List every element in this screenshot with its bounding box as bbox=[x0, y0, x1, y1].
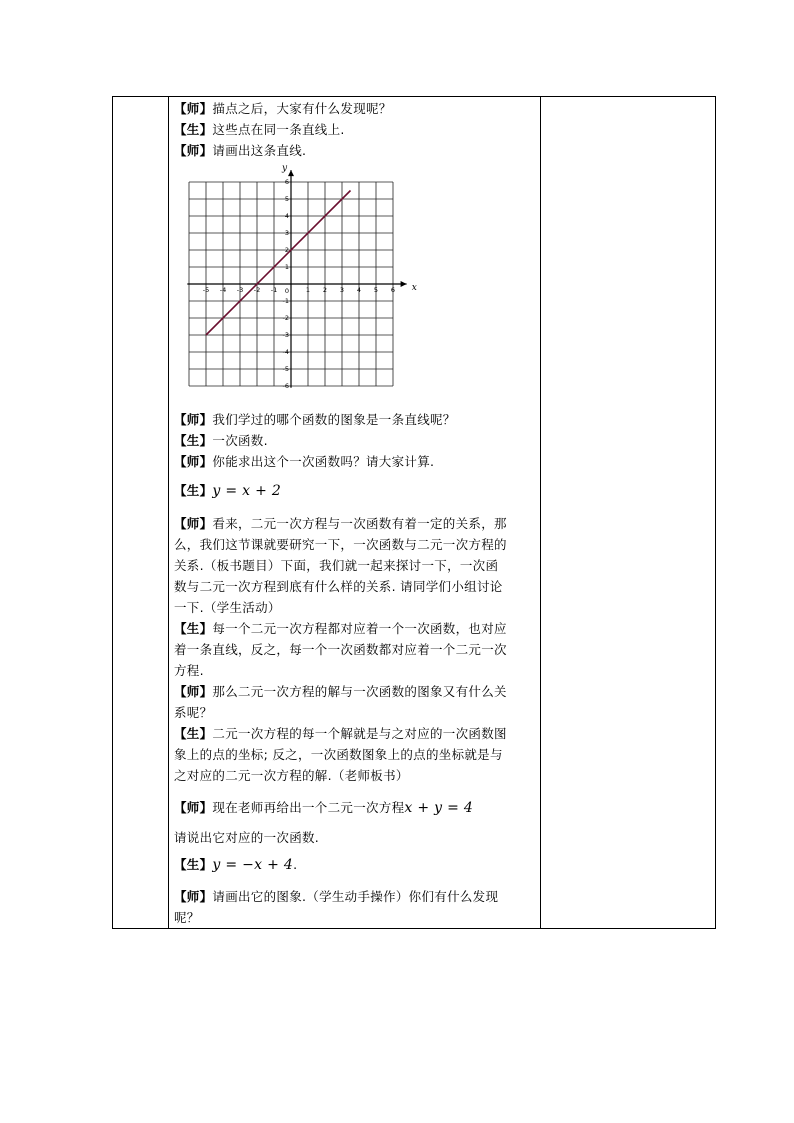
y-tick-label: 6 bbox=[284, 178, 289, 186]
dialogue-line: 关系.（板书题目）下面，我们就一起来探讨一下，一次函 bbox=[174, 558, 499, 573]
column-divider-left bbox=[168, 97, 169, 928]
dialogue-line: 一下.（学生活动） bbox=[174, 600, 281, 615]
x-tick-label: 5 bbox=[373, 285, 379, 294]
x-tick-label: -2 bbox=[253, 285, 261, 294]
dialogue-line: 【师】请画出它的图象.（学生动手操作）你们有什么发现 bbox=[174, 889, 499, 904]
x-tick-label: 4 bbox=[356, 285, 362, 294]
dialogue-line: 象上的点的坐标; 反之，一次函数图象上的点的坐标就是与 bbox=[174, 747, 503, 762]
dialogue-line: 方程. bbox=[174, 663, 204, 678]
dialogue-line: 之对应的二元一次方程的解.（老师板书） bbox=[174, 768, 409, 783]
x-tick-label: 3 bbox=[339, 285, 345, 294]
lesson-content-cell bbox=[170, 97, 542, 928]
x-tick-label: 6 bbox=[390, 285, 396, 294]
x-tick-label: -3 bbox=[236, 285, 244, 294]
dialogue-line: 请说出它对应的一次函数. bbox=[174, 830, 320, 845]
dialogue-line: 【师】现在老师再给出一个二元一次方程x + y = 4 bbox=[174, 800, 474, 816]
x-tick-label: -5 bbox=[202, 285, 210, 294]
y-axis-arrow bbox=[288, 170, 294, 176]
coordinate-graph bbox=[185, 163, 417, 397]
x-tick-label: 2 bbox=[322, 285, 328, 294]
y-tick-label: -6 bbox=[282, 382, 289, 390]
dialogue-line: 【生】每一个二元一次方程都对应着一个一次函数，也对应 bbox=[174, 621, 507, 636]
dialogue-line: 【生】y = −x + 4. bbox=[174, 857, 298, 873]
x-tick-label: -1 bbox=[270, 285, 278, 294]
y-tick-label: -1 bbox=[282, 297, 289, 305]
y-tick-label: 5 bbox=[284, 195, 289, 203]
dialogue-line: 么，我们这节课就要研究一下，一次函数与二元一次方程的 bbox=[174, 537, 507, 552]
graph-axes bbox=[187, 170, 406, 388]
y-axis-label: y bbox=[282, 163, 288, 174]
dialogue-line: 【师】描点之后，大家有什么发现呢？ bbox=[174, 101, 392, 116]
dialogue-line: 数与二元一次方程到底有什么样的关系. 请同学们小组讨论 bbox=[174, 579, 503, 594]
y-tick-label: 1 bbox=[284, 263, 289, 271]
graph-plot bbox=[206, 191, 351, 336]
graph-tick-labels bbox=[203, 163, 417, 390]
x-tick-label: 1 bbox=[305, 285, 311, 294]
y-tick-label: -4 bbox=[282, 348, 289, 356]
x-axis-label: x bbox=[411, 283, 417, 293]
x-axis-arrow bbox=[401, 281, 407, 287]
dialogue-line: 【师】你能求出这个一次函数吗？请大家计算. bbox=[174, 454, 435, 469]
formula: y = x + 2 bbox=[212, 483, 282, 499]
y-tick-label: -3 bbox=[282, 331, 289, 339]
dialogue-line: 【生】y = x + 2 bbox=[174, 483, 282, 499]
dialogue-line: 系呢？ bbox=[174, 705, 213, 720]
dialogue-line: 【师】看来，二元一次方程与一次函数有着一定的关系，那 bbox=[174, 516, 507, 531]
x-tick-label: -4 bbox=[219, 285, 227, 294]
lesson-table bbox=[112, 96, 716, 929]
dialogue-line: 【生】这些点在同一条直线上. bbox=[174, 122, 345, 137]
y-tick-label: 4 bbox=[284, 212, 289, 220]
dialogue-line: 【师】那么二元一次方程的解与一次函数的图象又有什么关 bbox=[174, 684, 507, 699]
formula: y = −x + 4 bbox=[212, 857, 294, 873]
origin-label: 0 bbox=[284, 287, 289, 295]
y-tick-label: 3 bbox=[284, 229, 289, 237]
function-line bbox=[206, 191, 351, 336]
dialogue-line: 呢？ bbox=[174, 910, 200, 925]
dialogue-line: 着一条直线，反之，每一个一次函数都对应着一个二元一次 bbox=[174, 642, 507, 657]
formula: x + y = 4 bbox=[404, 800, 474, 816]
y-tick-label: -5 bbox=[282, 365, 289, 373]
y-tick-label: 2 bbox=[284, 246, 289, 254]
y-tick-label: -2 bbox=[282, 314, 289, 322]
dialogue-line: 【师】我们学过的哪个函数的图象是一条直线呢？ bbox=[174, 412, 456, 427]
dialogue-line: 【生】一次函数. bbox=[174, 433, 268, 448]
dialogue-line: 【生】二元一次方程的每一个解就是与之对应的一次函数图 bbox=[174, 726, 507, 741]
dialogue-line: 【师】请画出这条直线. bbox=[174, 143, 307, 158]
